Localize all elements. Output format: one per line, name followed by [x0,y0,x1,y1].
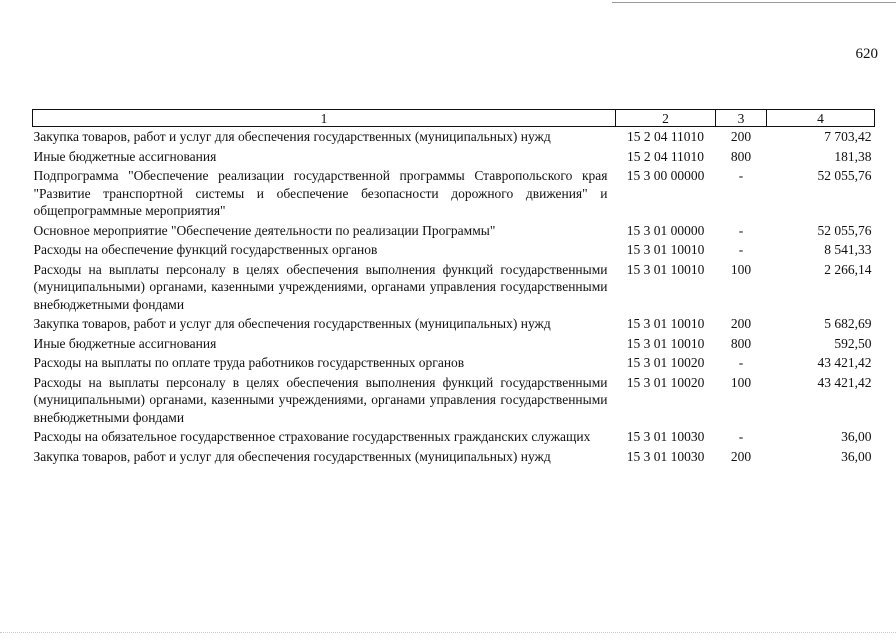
table-row [33,261,875,316]
row-sum: 43 421,42 [817,355,872,370]
table-row [33,335,875,355]
row-expense-type: 200 [730,129,752,144]
row-expense-type: - [738,222,744,238]
table-row [33,127,875,148]
row-sum: 181,38 [834,148,872,164]
row-expense-type: 100 [730,261,752,277]
table-row [33,428,875,448]
row-sum: 592,50 [834,335,872,351]
header-row [33,110,875,127]
row-name: Расходы на обеспечение функций государственных органов [33,242,378,257]
row-sum: 2 266,14 [824,261,872,277]
row-code: 15 3 01 10020 [626,374,705,390]
row-name: Иные бюджетные ассигнования [33,148,217,164]
row-expense-type: 800 [730,335,752,351]
header-col-3: 3 [716,110,767,127]
row-expense-type: - [738,168,744,183]
row-sum: 5 682,69 [824,316,872,331]
table-row [33,374,875,429]
table-row [33,148,875,168]
row-code: 15 3 01 10030 [626,429,705,444]
table-header [33,110,875,127]
row-code: 15 3 01 10010 [626,335,705,351]
page-number: 620 [855,46,878,62]
scan-top-line [612,2,896,3]
row-code: 15 3 01 00000 [626,222,705,238]
table-row [33,222,875,242]
row-expense-type: 200 [730,316,752,331]
table-row [33,241,875,261]
scan-bottom-edge [0,632,896,633]
table-row [33,354,875,374]
row-expense-type: - [738,355,744,370]
row-code: 15 3 01 10030 [626,448,705,464]
row-code: 15 3 00 00000 [626,168,705,183]
row-code: 15 3 01 10010 [626,316,705,331]
row-name: Подпрограмма "Обеспечение реализации государственной программы Ставропольского края "Развитие транспортной системы и обеспечение безопасности дорожного движения" и общепрограммные мероприятия" [33,168,608,218]
table-row [33,448,875,468]
row-expense-type: 100 [730,374,752,390]
row-sum: 52 055,76 [817,222,872,238]
row-code: 15 3 01 10020 [626,355,705,370]
row-expense-type: - [738,429,744,444]
row-expense-type: 200 [730,448,752,464]
row-expense-type: 800 [730,148,752,164]
header-col-4: 4 [767,110,875,127]
row-name: Расходы на обязательное государственное страхование государственных гражданских служащих [33,429,591,444]
row-code: 15 2 04 11010 [626,148,705,164]
row-code: 15 3 01 10010 [626,261,705,277]
row-name: Расходы на выплаты персоналу в целях обеспечения выполнения функций государственными (муниципальными) органами, казенными учреждениями, органами управления государственными внебюджетными фондами [33,374,608,425]
table-row [33,167,875,222]
table-body [33,127,875,468]
row-name: Расходы на выплаты по оплате труда работников государственных органов [33,355,465,370]
table-row [33,315,875,335]
row-name: Основное мероприятие "Обеспечение деятельности по реализации Программы" [33,222,496,238]
row-name: Закупка товаров, работ и услуг для обеспечения государственных (муниципальных) нужд [33,448,551,464]
row-name: Расходы на выплаты персоналу в целях обеспечения выполнения функций государственными (муниципальными) органами, казенными учреждениями, органами управления государственными внебюджетными фондами [33,261,608,312]
row-name: Иные бюджетные ассигнования [33,335,217,351]
row-sum: 43 421,42 [817,374,872,390]
row-name: Закупка товаров, работ и услуг для обеспечения государственных (муниципальных) нужд [33,316,551,331]
header-col-1: 1 [33,110,616,127]
row-sum: 7 703,42 [824,129,872,144]
budget-table [32,109,875,467]
row-code: 15 2 04 11010 [626,129,705,144]
row-sum: 52 055,76 [817,168,872,183]
row-name: Закупка товаров, работ и услуг для обеспечения государственных (муниципальных) нужд [33,129,551,144]
row-sum: 36,00 [841,448,872,464]
header-col-2: 2 [616,110,716,127]
row-sum: 8 541,33 [824,242,872,257]
row-code: 15 3 01 10010 [626,242,705,257]
row-expense-type: - [738,242,744,257]
row-sum: 36,00 [841,429,872,444]
